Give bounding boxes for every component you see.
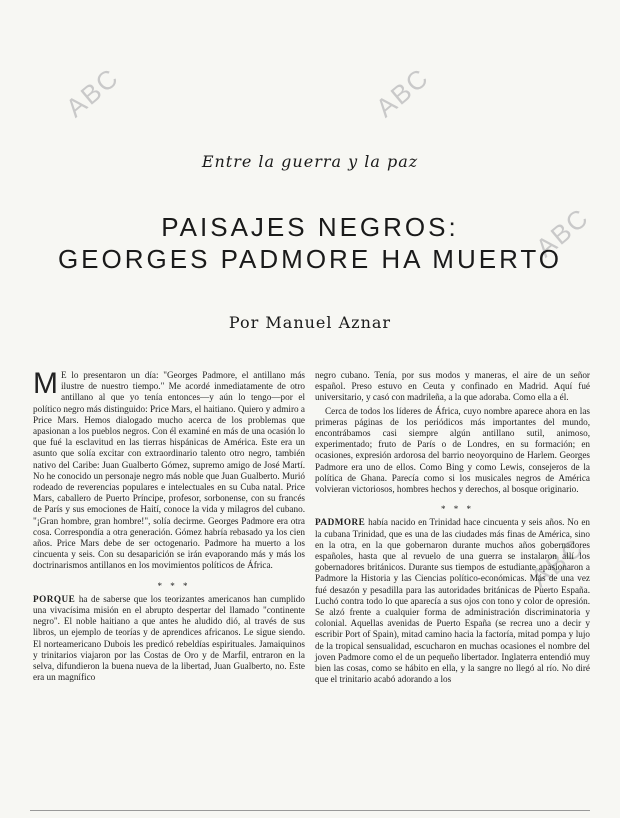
watermark-abc: ABC [525, 531, 590, 593]
headline-line-1: PAISAJES NEGROS: [161, 212, 459, 242]
watermark-abc: ABC [370, 61, 435, 123]
paragraph: negro cubano. Tenía, por sus modos y maneras, el aire de un señor español. Preso estuvo en Ceuta y confinado en Madrid. Aquí fué universitario, y casó con madrileña, a la que adoraba. Como ella a él. [315, 370, 590, 403]
watermark-abc: ABC [60, 61, 125, 123]
paragraph-text: había nacido en Trinidad hace cincuenta y seis años. No en la cubana Trinidad, que es una de las ciudades más finas de América, sino en la otra, en la que gobernaron durante muchos años gobernadores españoles, hasta que al revuelo de una guerra se instalaron allí los gobernadores británicos. Durante sus tiempos de estudiante apasionaron a Padmore la Historia y las Ciencias político-económicas. Más de una vez fué desazón y pesadilla para las autoridades británicas de Puerto España. Luchó contra todo lo que aparecía a sus ojos con tono y color de opresión. Se alzó frente a cualquier forma de administración discriminatoria y colonial. Aquellas avenidas de Puerto España (se recrea uno a decir y escribir Port of Spain), mitad camino hacia la factoría, mitad pompa y lujo de la tropical sensualidad, escucharon en muchas ocasiones el nombre del joven Padmore como el de un pequeño libertador. Inglaterra entendió muy bien las cosas, como se hábito en ella, y la sangre no llegó al río. No diré que el trinitario acabó adorando a los [315, 517, 590, 685]
headline-line-2: GEORGES PADMORE HA MUERTO [57, 244, 563, 274]
section-divider: * * * [157, 580, 191, 591]
article-column-left [33, 367, 305, 685]
section-divider: * * * [441, 504, 474, 515]
section-kicker: Entre la guerra y la paz [201, 152, 419, 171]
drop-cap: M [33, 367, 58, 400]
paragraph-text: E lo presentaron un día: "Georges Padmore, el antillano más ilustre de nuestro tiempo." Me acordé inmediatamente de otro antillano al que yo tenía entonces—y aún lo tengo—por el político negro más distinguido: Price Mars, el haitiano. Quiero y admiro a Price Mars. Hemos dialogado mucho acerca de los problemas que apasionan a los pueblos negros. Con él examiné en más de una ocasión lo que fué la esclavitud en las tierras hispánicas de América. Este era un asunto que solía excitar con extraordinario talento otro negro, también nativo del Caribe: Juan Gualberto Gómez, supremo amigo de José Martí. No he conocido un personaje negro más noble que Juan Gualberto. Murió rodeado de reverencias populares e intelectuales en su Cuba natal. Price Mars, caballero de Puerto Príncipe, profesor, sorbonense, con su francés de París y sus emociones de Haití, conoce la vida y milagros del cubano. "¡Gran hombre, gran hombre!", solía decirme. Georges Padmore era otra cosa. Correspondía a otra generación. Gómez habría rebasado ya los cien años. Price Mars debe de ser octogenario. Padmore ha muerto a los cincuenta y seis. Con su desaparición se irán evaporando más y más los doctrinarismos antillanos en los movimientos políticos de África. [33, 370, 305, 571]
paragraph-text: ha de saberse que los teorizantes americanos han cumplido una vivacísima misión en el abrupto despertar del llamado "continente negro". El noble haitiano a que antes he aludido dió, al través de sus libros, un ejemplo de teorías y de aprendices africanos. Le sigue siendo. El norteamericano Dubois les predicó rebeldías espirituales. Jamaiquinos y trinitarios viajaron por las Costas de Oro y de Marfil, entraron en la selva, difundieron la buena nueva de la libertad, Juan Gualberto, no. Este era un magnífico [33, 593, 305, 683]
paragraph: Cerca de todos los líderes de África, cuyo nombre aparece ahora en las primeras páginas de los periódicos más importantes del mundo, encontrábamos casi siempre algún antillano sutil, animoso, experimentado; fruto de París o de Londres, en su formación; en ocasiones, expresión ardorosa del barrio neoyorquino de Harlem. Georges Padmore era uno de ellos. Como Bing y como Lewis, consejeros de la política de Ghana. Parecía como si los musicales negros de América volvieran victoriosos, hombres hechos y derechos, al bosque originario. [315, 405, 590, 495]
article-column-right [315, 370, 590, 687]
paragraph-lead: PADMORE [315, 517, 366, 528]
watermark-abc: ABC [530, 201, 595, 263]
paragraph [33, 594, 305, 684]
paragraph-lead: PORQUE [33, 593, 76, 604]
bottom-rule [30, 810, 590, 811]
byline: Por Manuel Aznar [228, 313, 392, 332]
paragraph [315, 517, 590, 685]
paragraph [33, 367, 305, 572]
